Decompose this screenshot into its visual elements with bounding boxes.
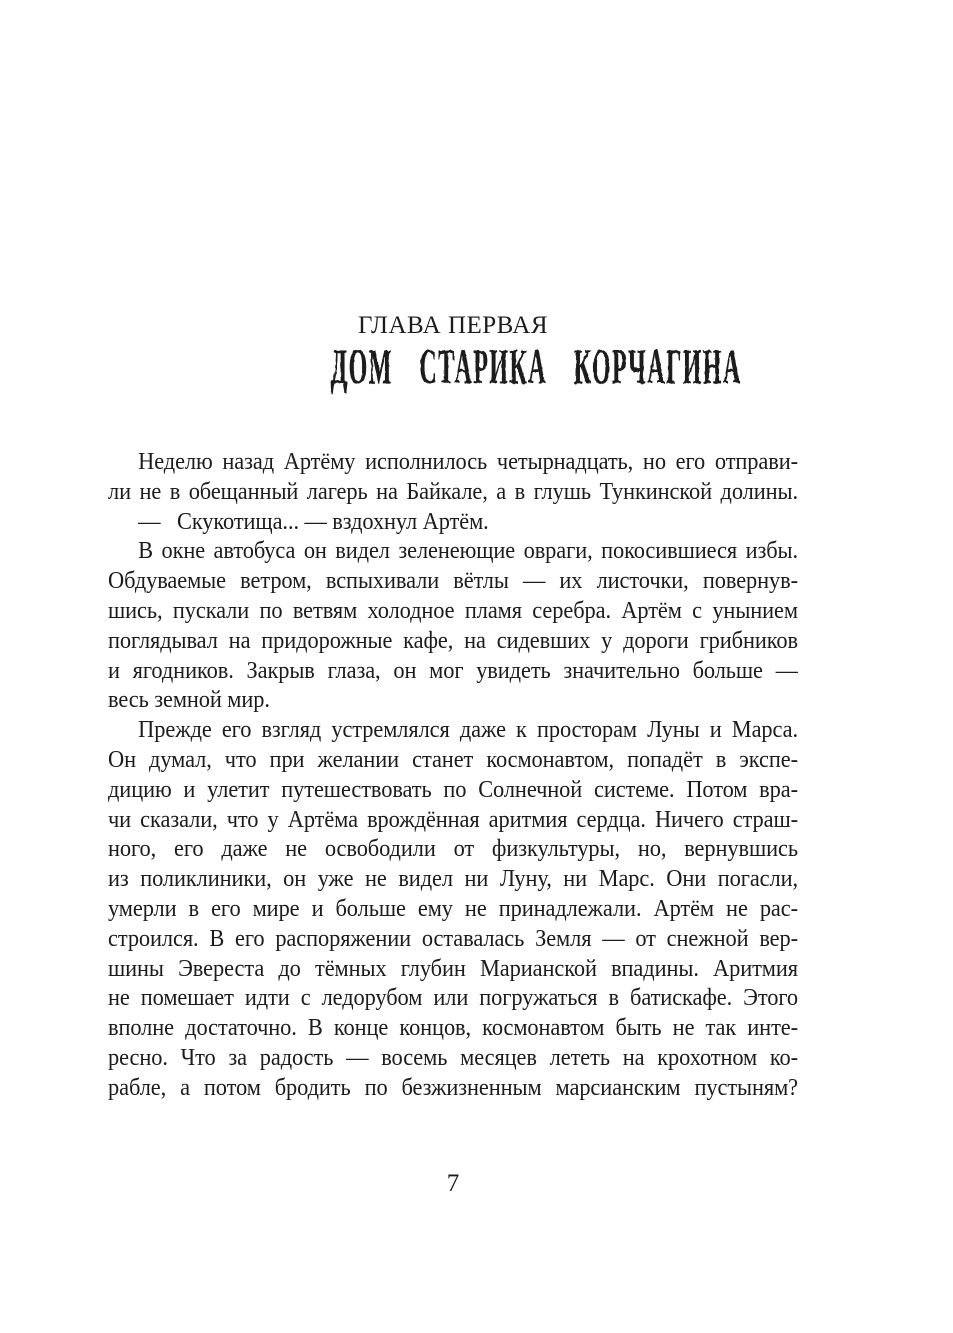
text-line: рабле, а потом бродить по безжизненным марсианским пустыням? bbox=[108, 1073, 798, 1101]
text-line: и ягодников. Закрыв глаза, он мог увидеть значительно больше — bbox=[108, 656, 798, 684]
text-line: ли не в обещанный лагерь на Байкале, а в глушь Тункинской долины. bbox=[108, 477, 798, 505]
chapter-title bbox=[108, 338, 798, 394]
text-line: шины Эвереста до тёмных глубин Марианской впадины. Аритмия bbox=[108, 954, 798, 982]
text-line: — Скукотища... — вздохнул Артём. bbox=[138, 507, 489, 535]
page-number: 7 bbox=[446, 1170, 460, 1197]
text-line: В окне автобуса он видел зеленеющие овраги, покосившиеся избы. bbox=[138, 537, 798, 565]
text-line: умерли в его мире и больше ему не принадлежали. Артём не рас- bbox=[108, 894, 798, 922]
text-line: шись, пускали по ветвям холодное пламя серебра. Артём с унынием bbox=[108, 596, 798, 624]
text-line: из поликлиники, он уже не видел ни Луну, ни Марс. Они погасли, bbox=[108, 865, 798, 893]
body-text bbox=[108, 447, 798, 1103]
text-line: ного, его даже не освободили от физкультуры, но, вернувшись bbox=[108, 835, 798, 863]
chapter-title-text: ДОМ СТАРИКА КОРЧАГИНА bbox=[330, 338, 742, 394]
text-line: Неделю назад Артёму исполнилось четырнадцать, но его отправи- bbox=[138, 448, 798, 475]
text-line: Обдуваемые ветром, вспыхивали вётлы — их листочки, повернув- bbox=[108, 567, 798, 595]
chapter-heading: ГЛАВА ПЕРВАЯ bbox=[357, 312, 549, 339]
text-line: не помешает идти с ледорубом или погружаться в батискафе. Этого bbox=[108, 984, 798, 1012]
text-line: весь земной мир. bbox=[108, 686, 270, 714]
text-line: поглядывал на придорожные кафе, на сидевших у дороги грибников bbox=[108, 626, 798, 654]
text-line: строился. В его распоряжении оставалась Земля — от снежной вер- bbox=[108, 924, 798, 952]
text-line: Прежде его взгляд устремлялся даже к просторам Луны и Марса. bbox=[138, 716, 798, 744]
text-line: вполне достаточно. В конце концов, космонавтом быть не так инте- bbox=[108, 1014, 798, 1042]
text-line: дицию и улетит путешествовать по Солнечной системе. Потом вра- bbox=[108, 775, 798, 803]
text-line: Он думал, что при желании станет космонавтом, попадёт в экспе- bbox=[108, 745, 798, 773]
text-line: чи сказали, что у Артёма врождённая аритмия сердца. Ничего страш- bbox=[108, 805, 798, 833]
text-line: ресно. Что за радость — восемь месяцев лететь на крохотном ко- bbox=[108, 1043, 798, 1071]
